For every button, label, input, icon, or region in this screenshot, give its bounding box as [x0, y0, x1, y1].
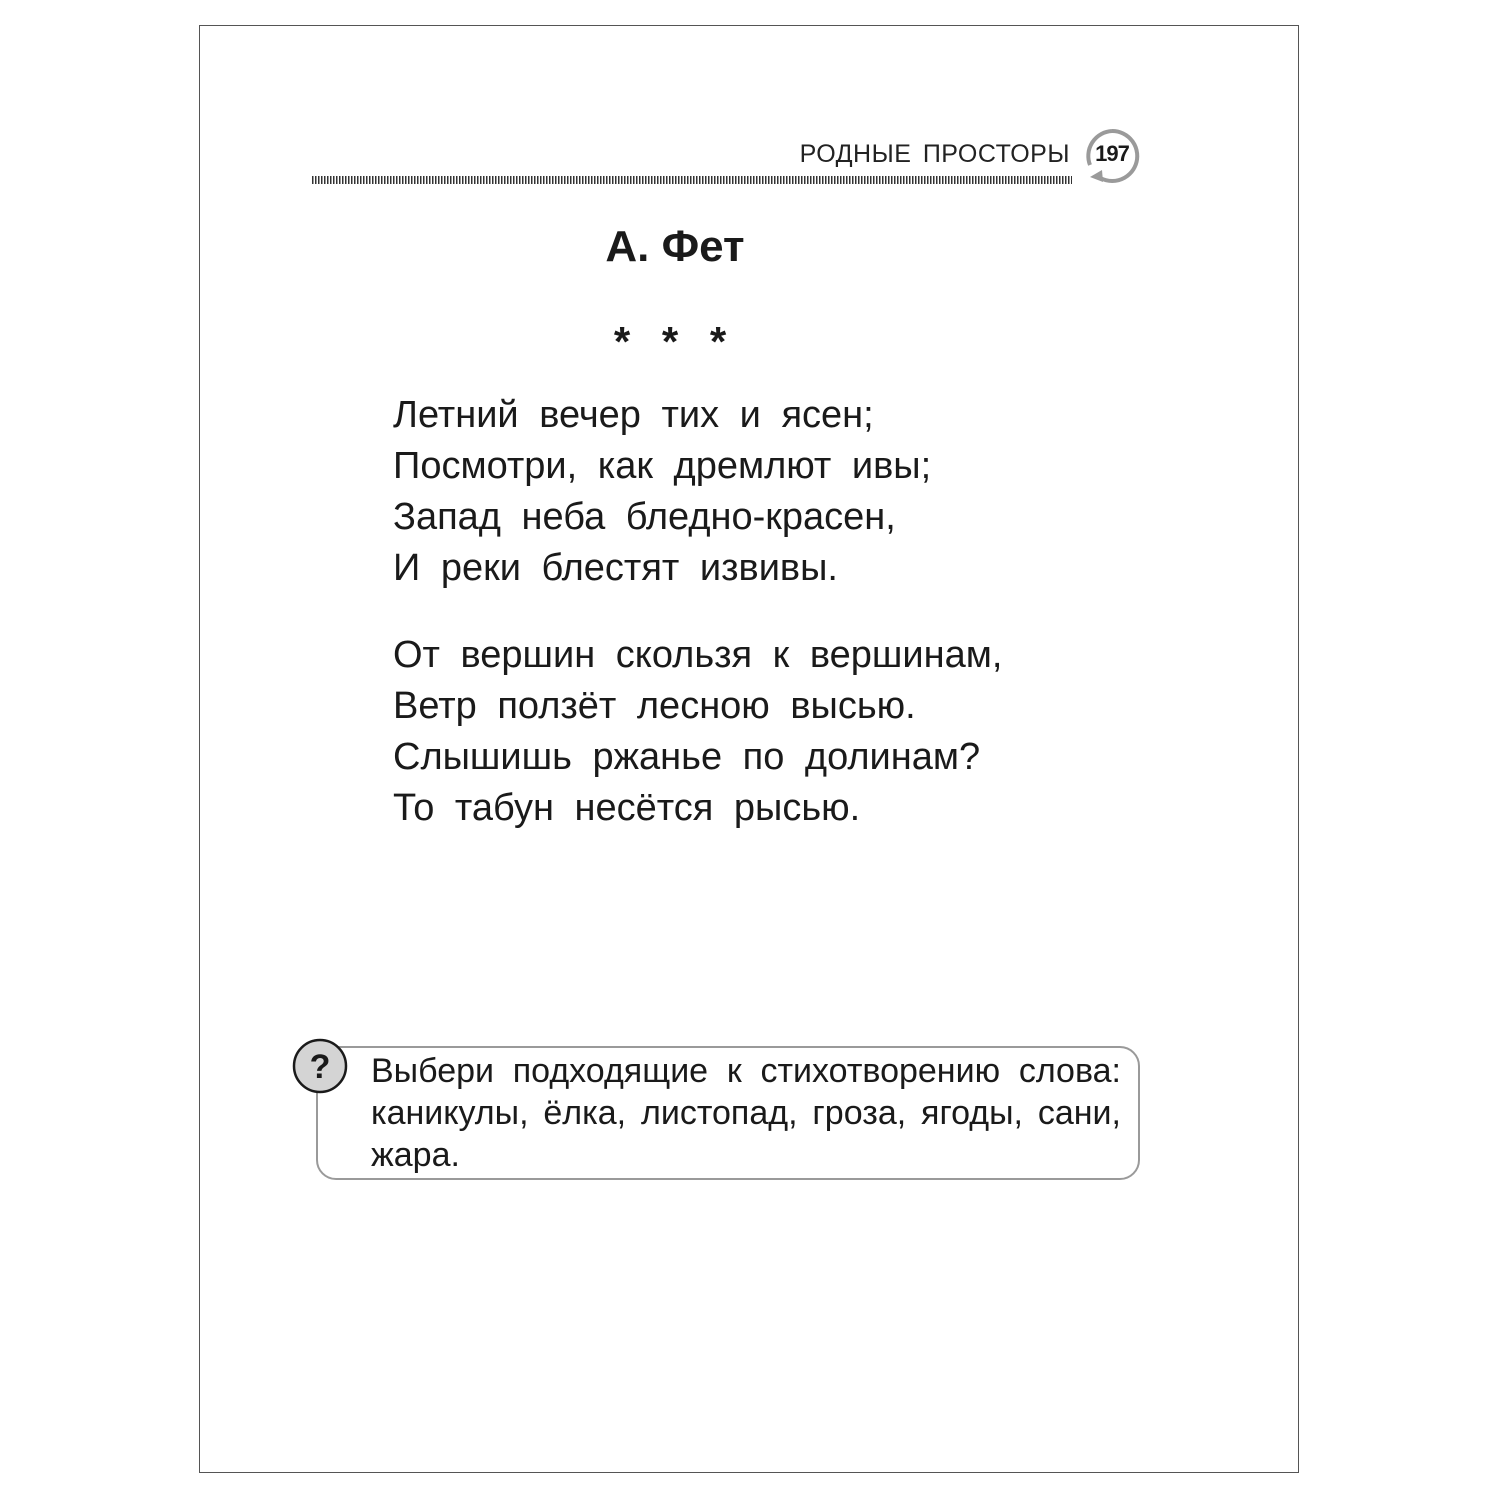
poem-line: От вершин скользя к вершинам, — [393, 634, 1003, 676]
poem-author: А. Фет — [605, 222, 745, 271]
header-rule — [312, 176, 1072, 184]
task-text: Выбери подходящие к стихотворению слова: каникулы, ёлка, листопад, гроза, ягоды, сани, жара. — [371, 1052, 1121, 1174]
poem-line: То табун несётся рысью. — [393, 787, 861, 829]
stanza-2 — [393, 630, 1133, 834]
svg-text:?: ? — [309, 1048, 331, 1086]
poem-line: Запад неба бледно-красен, — [393, 496, 896, 538]
section-title: РОДНЫЕ ПРОСТОРЫ — [799, 140, 1070, 168]
poem-line: Летний вечер тих и ясен; — [393, 394, 874, 436]
poem-line: Слышишь ржанье по долинам? — [393, 736, 981, 778]
poem-line: Посмотри, как дремлют ивы; — [393, 445, 932, 487]
poem-line: Ветр ползёт лесною высью. — [393, 685, 916, 727]
question-mark-icon — [291, 1037, 349, 1095]
page-number: 197 — [1095, 141, 1129, 166]
poem-title-stars: * * * — [613, 318, 737, 365]
stanza-1 — [393, 390, 1133, 594]
poem-line: И реки блестят извивы. — [393, 547, 838, 589]
